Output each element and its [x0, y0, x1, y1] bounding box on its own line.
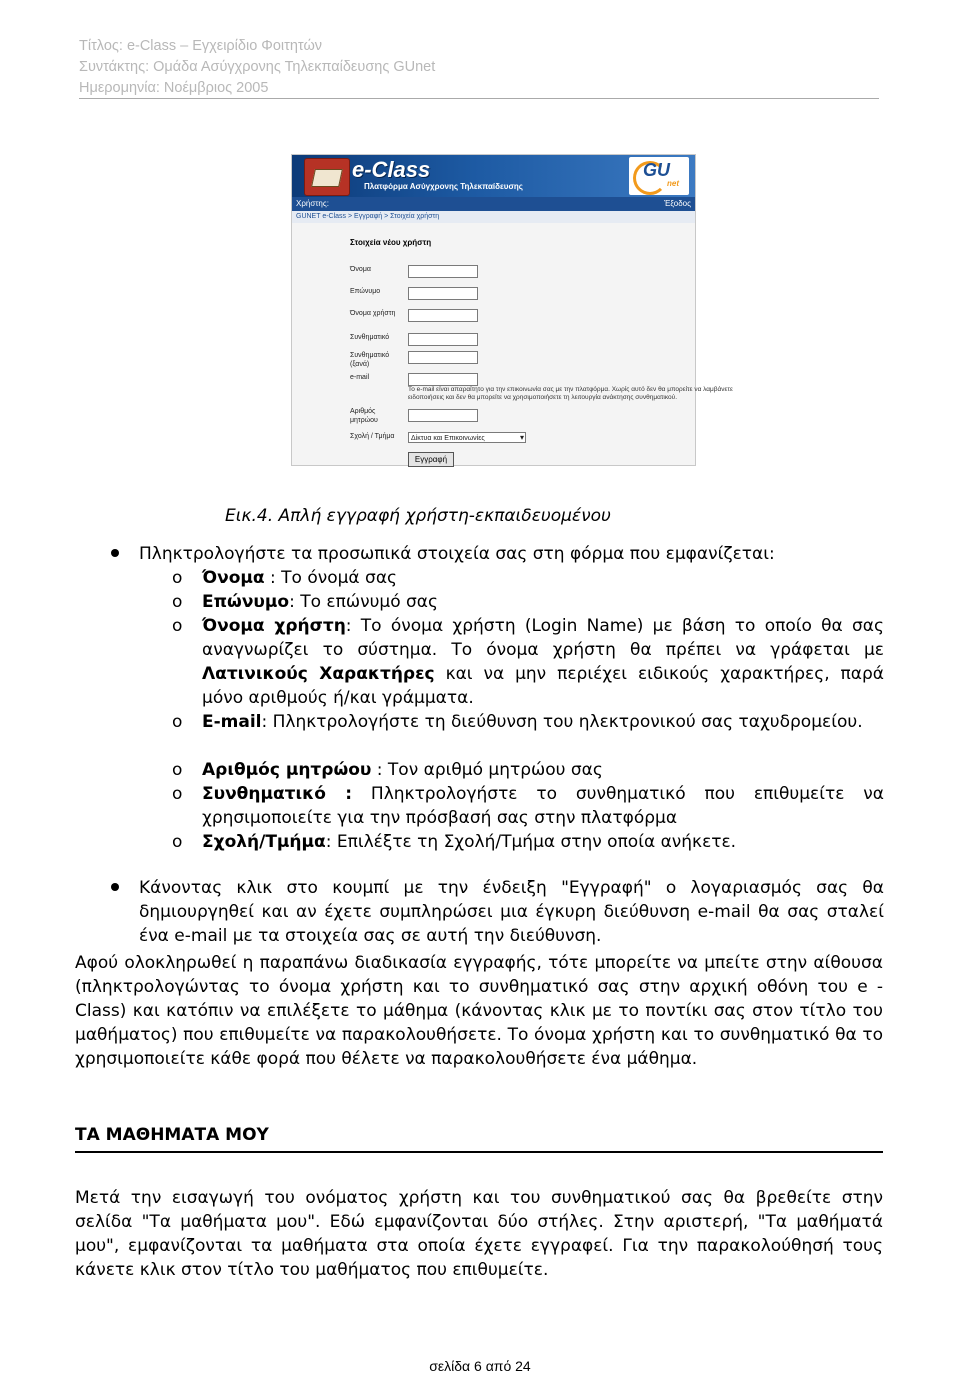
item-text: : Το όνομά σας	[264, 568, 397, 588]
eclass-subtitle: Πλατφόρμα Ασύγχρονης Τηλεκπαίδευσης	[364, 182, 523, 191]
logout-link[interactable]: Έξοδος	[664, 199, 691, 208]
item-text: Πληκτρολογήστε το συνθηματικό που επιθυμείτε να χρησιμοποιείτε για την πρόσβασή σας στην πλατφόρμα	[202, 784, 884, 828]
circle-marker-icon: o	[172, 616, 183, 636]
document-header	[79, 36, 879, 99]
item-text: : Τον αριθμό μητρώου σας	[371, 760, 603, 780]
header-title: Τίτλος: e-Class – Εγχειρίδιο Φοιτητών	[79, 38, 323, 54]
page-number: σελίδα 6 από 24	[429, 1358, 531, 1374]
item-term: Όνομα	[202, 568, 265, 588]
item-password	[202, 782, 884, 830]
gunet-logo-text: GU	[643, 160, 670, 180]
item-registry-number	[202, 758, 884, 782]
register-bullet-text: Κάνοντας κλικ στο κουμπί με την ένδειξη "Εγγραφή" ο λογαριασμός σας θα δημιουργηθεί και αν έχετε συμπληρώσει μια έγκυρη διεύθυνση e-mail θα σας σταλεί ένα e-mail με τα στοιχεία σας σε αυτή την διεύθυνση.	[139, 878, 884, 946]
item-first-name	[202, 566, 884, 590]
item-term: Σχολή/Τμήμα	[202, 832, 326, 852]
registration-form-screenshot	[291, 154, 733, 466]
header-date: Ημερομηνία: Νοέμβριος 2005	[79, 80, 269, 96]
circle-marker-icon: o	[172, 832, 183, 852]
header-divider	[79, 98, 879, 99]
form-area	[350, 187, 733, 464]
password-confirm-input[interactable]	[408, 351, 478, 364]
item-term: Αριθμός μητρώου	[202, 760, 372, 780]
registry-number-input[interactable]	[408, 409, 478, 422]
bullet-icon	[111, 883, 119, 891]
post-registration-paragraph: Αφού ολοκληρωθεί η παραπάνω διαδικασία εγγραφής, τότε μπορείτε να μπείτε στην αίθουσα (πληκτρολογώντας το όνομα χρήστη και το συνθηματικό σας στην αρχική οθόνη του e -Class) και κατόπιν να επιλέξετε το μάθημα (κάνοντας κλικ με το ποντίκι σας στον τίτλο του μαθήματος) που επιθυμείτε να παρακολουθήσετε. Το όνομα χρήστη και το συνθηματικό θα το χρησιμοποιείτε κάθε φορά που θέλετε να παρακολουθήσετε ένα μάθημα.	[75, 953, 883, 1069]
item-term-latin: Λατινικούς Χαρακτήρες	[202, 664, 435, 684]
register-button[interactable]: Εγγραφή	[408, 452, 454, 467]
circle-marker-icon: o	[172, 592, 183, 612]
email-note: Το e-mail είναι απαραίτητο για την επικοινωνία σας με την πλατφόρμα. Χωρίς αυτό δεν θα μπορείτε να λαμβάνετε ειδοποιήσεις και δεν θα μπορείτε να χρησιμοποιήσετε τη λειτουργία ανάκτησης συνθηματικού.	[408, 386, 733, 401]
field-label: Όνομα χρήστη	[350, 310, 396, 317]
eclass-logo: e-Class	[352, 157, 431, 182]
field-label: Αριθμός μητρώου	[350, 408, 378, 424]
email-input[interactable]	[408, 373, 478, 386]
item-term: E-mail	[202, 712, 262, 732]
intro-bullet-text: Πληκτρολογήστε τα προσωπικά στοιχεία σας στη φόρμα που εμφανίζεται:	[139, 544, 775, 564]
breadcrumb[interactable]: GUNET e-Class > Εγγραφή > Στοιχεία χρήστη	[292, 211, 695, 223]
item-text-continued: και να μην περιέχει ειδικούς χαρακτήρες, παρά μόνο αριθμούς ή/και γράμματα.	[202, 664, 884, 708]
circle-marker-icon: o	[172, 784, 183, 804]
bullet-icon	[111, 549, 119, 557]
item-term: Επώνυμο	[202, 592, 290, 612]
eclass-book-icon	[304, 158, 350, 196]
item-last-name	[202, 590, 884, 614]
header-author: Συντάκτης: Ομάδα Ασύγχρονης Τηλεκπαίδευσης GUnet	[79, 59, 436, 75]
field-label: Σχολή / Τμήμα	[350, 433, 395, 440]
field-label: Συνθηματικό (ξανά)	[350, 352, 390, 368]
item-text: : Το επώνυμό σας	[289, 592, 438, 612]
section-divider	[75, 1151, 883, 1153]
item-school	[202, 830, 884, 854]
field-label: Επώνυμο	[350, 288, 381, 295]
field-label: Όνομα	[350, 266, 371, 273]
item-text: : Πληκτρολογήστε τη διεύθυνση του ηλεκτρονικού σας ταχυδρομείου.	[261, 712, 863, 732]
form-heading: Στοιχεία νέου χρήστη	[350, 238, 432, 247]
username-input[interactable]	[408, 309, 478, 322]
field-label: e-mail	[350, 374, 370, 381]
section-title: ΤΑ ΜΑΘΗΜΑΤΑ ΜΟΥ	[75, 1125, 269, 1145]
item-text: : Επιλέξτε τη Σχολή/Τμήμα στην οποία ανήκετε.	[325, 832, 737, 852]
item-email	[202, 710, 884, 734]
item-username	[202, 614, 884, 710]
gunet-logo-net: net	[667, 179, 679, 188]
item-term: Συνθηματικό :	[202, 784, 353, 804]
circle-marker-icon: o	[172, 712, 183, 732]
item-text: : Το όνομα χρήστη (Login Name) με βάση το οποίο θα σας αναγνωρίζει το σύστημα. Το όνομα χρήστη θα πρέπει να γράφεται με	[202, 616, 884, 660]
last-name-input[interactable]	[408, 287, 478, 300]
first-name-input[interactable]	[408, 265, 478, 278]
field-label: Συνθηματικό	[350, 334, 390, 341]
password-input[interactable]	[408, 333, 478, 346]
school-select[interactable]: Δίκτυα και Επικοινωνίες ▾	[408, 432, 526, 443]
figure-caption: Εικ.4. Απλή εγγραφή χρήστη-εκπαιδευομένου	[225, 506, 611, 526]
item-term: Όνομα χρήστη	[202, 616, 346, 636]
circle-marker-icon: o	[172, 568, 183, 588]
my-courses-paragraph: Μετά την εισαγωγή του ονόματος χρήστη και του συνθηματικού σας θα βρεθείτε στην σελίδα "Τα μαθήματα μου". Εδώ εμφανίζονται δύο στήλες. Στην αριστερή, "Τα μαθήματά μου", εμφανίζονται τα μαθήματα στα οποία έχετε εγγραφεί. Για την παρακολούθησή τους κάνετε κλικ στον τίτλο του μαθήματος που επιθυμείτε.	[75, 1188, 883, 1280]
circle-marker-icon: o	[172, 760, 183, 780]
user-label: Χρήστης:	[296, 199, 329, 208]
